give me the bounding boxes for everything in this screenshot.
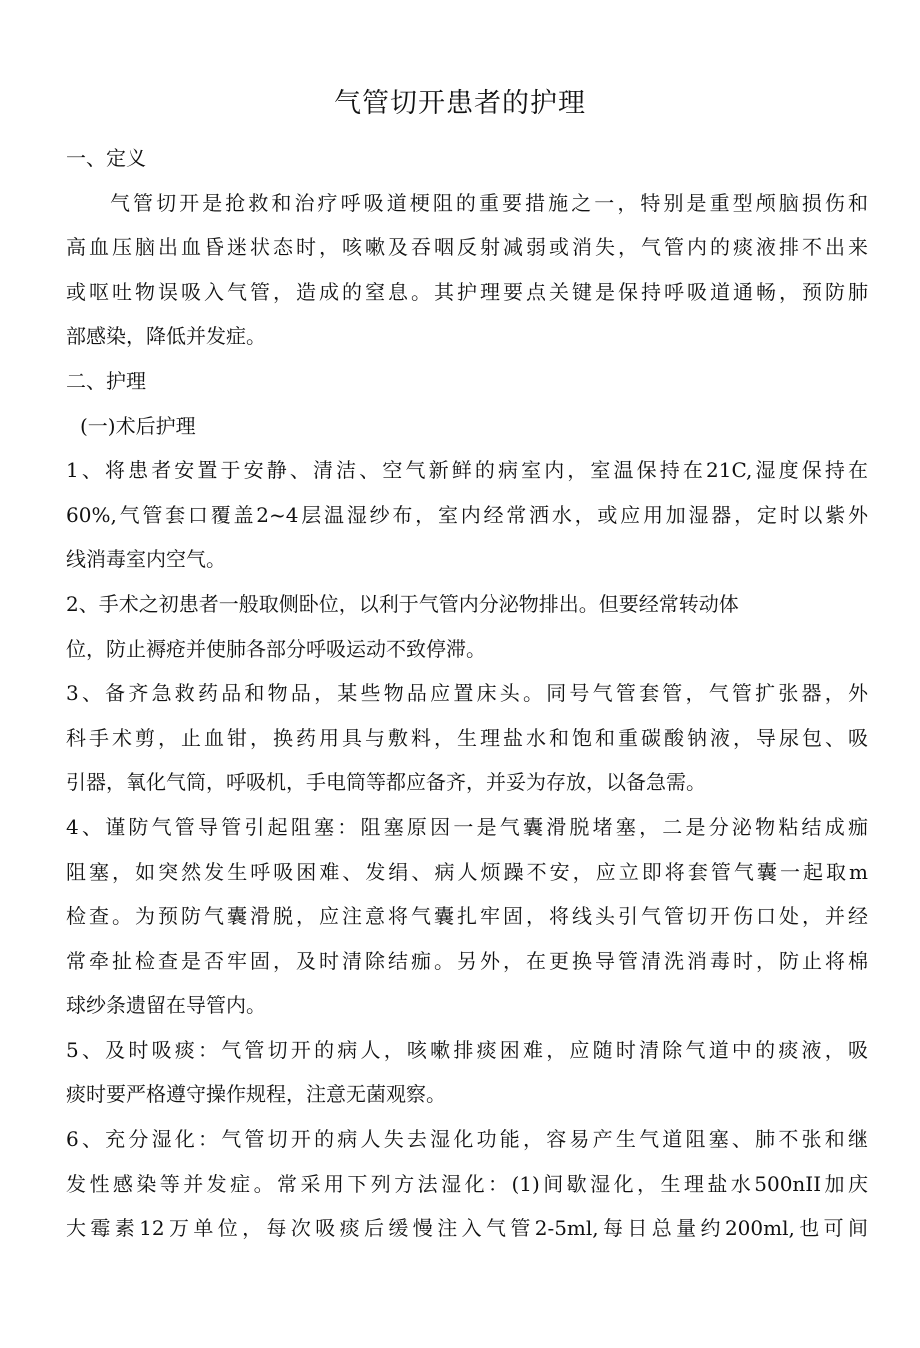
text-line: 1、将患者安置于安静、清洁、空气新鲜的病室内，室温保持在21C,湿度保持在: [66, 458, 868, 483]
text-line: 或呕吐物误吸入气管，造成的窒息。其护理要点关键是保持呼吸道通畅，预防肺: [66, 279, 868, 304]
document-title: 气管切开患者的护理: [334, 88, 586, 119]
text-line: 阻塞，如突然发生呼吸困难、发绢、病人烦躁不安，应立即将套管气囊一起取m: [66, 859, 868, 884]
text-line: 4、谨防气管导管引起阻塞：阻塞原因一是气囊滑脱堵塞，二是分泌物粘结成痂: [66, 814, 868, 839]
text-line: 高血压脑出血昏迷状态时，咳嗽及吞咽反射减弱或消失，气管内的痰液排不出来: [66, 235, 868, 260]
section-heading: 二、护理: [66, 368, 146, 393]
text-line: 位，防止褥疮并使肺各部分呼吸运动不致停滞。: [66, 636, 486, 661]
text-line: 引器，氧化气筒，呼吸机，手电筒等都应备齐，并妥为存放，以备急需。: [66, 770, 706, 795]
text-line: 60%,气管套口覆盖2~4层温湿纱布，室内经常洒水，或应用加湿器，定时以紫外: [66, 502, 868, 527]
text-line: 发性感染等并发症。常采用下列方法湿化：(1)间歇湿化，生理盐水500nII加庆: [66, 1171, 868, 1196]
text-line: 6、充分湿化：气管切开的病人失去湿化功能，容易产生气道阻塞、肺不张和继: [66, 1127, 868, 1152]
text-line: 气管切开是抢救和治疗呼吸道梗阻的重要措施之一，特别是重型颅脑损伤和: [110, 190, 868, 215]
text-line: 2、手术之初患者一般取侧卧位，以利于气管内分泌物排出。但要经常转动体: [66, 591, 739, 616]
text-line: 5、及时吸痰：气管切开的病人，咳嗽排痰困难，应随时清除气道中的痰液，吸: [66, 1037, 868, 1062]
text-line: 常牵扯检查是否牢固，及时清除结痂。另外，在更换导管清洗消毒时，防止将棉: [66, 948, 868, 973]
text-line: 线消毒室内空气。: [66, 547, 226, 572]
subsection-heading: (一)术后护理: [80, 413, 196, 438]
text-line: 检查。为预防气囊滑脱，应注意将气囊扎牢固，将线头引气管切开伤口处，并经: [66, 904, 868, 929]
text-line: 大霉素12万单位，每次吸痰后缓慢注入气管2-5ml,每日总量约200ml,也可间: [66, 1216, 868, 1241]
text-line: 3、备齐急救药品和物品，某些物品应置床头。同号气管套管，气管扩张器，外: [66, 681, 868, 706]
text-line: 部感染，降低并发症。: [66, 324, 266, 349]
text-line: 痰时要严格遵守操作规程，注意无菌观察。: [66, 1082, 446, 1107]
document-body: [66, 136, 868, 1251]
text-line: 球纱条遗留在导管内。: [66, 993, 266, 1018]
section-heading: 一、定义: [66, 146, 146, 170]
text-line: 科手术剪，止血钳，换药用具与敷料，生理盐水和饱和重碳酸钠液，导尿包、吸: [66, 725, 868, 750]
